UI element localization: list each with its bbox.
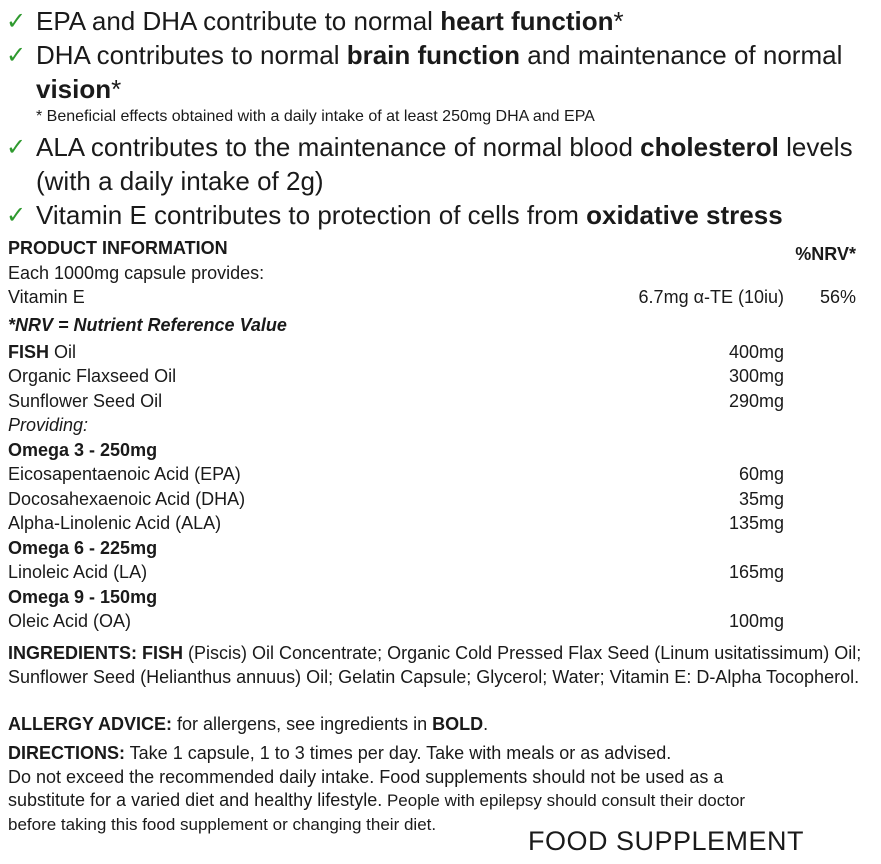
claim-brain [6,38,876,106]
fatty-acid-row: Alpha-Linolenic Acid (ALA) 135mg [8,513,784,533]
health-claims [6,4,876,232]
omega6-heading: Omega 6 - 225mg [8,537,158,558]
claim-bold: cholesterol [640,132,779,162]
nutrient-name: Vitamin E [8,287,85,307]
omega3-heading: Omega 3 - 250mg [8,439,158,460]
providing-label: Providing: [8,415,89,435]
oil-amount: 300mg [728,366,784,386]
nutrient-amount: 6.7mg α-TE (10iu) [638,287,784,307]
claim-cholesterol [6,130,876,198]
claim-text: and maintenance of normal [520,40,843,70]
claim-bold: heart function [440,6,614,36]
claim-text: levels (with a daily intake of 2g) [36,132,853,196]
claim-oxidative [6,198,876,232]
fatty-acid-row: Eicosapentaenoic Acid (EPA) 60mg [8,464,784,484]
oil-row: Sunflower Seed Oil 290mg [8,389,860,414]
claim-text: ALA contributes to the maintenance of normal blood [36,132,641,162]
nrv-header: %NRV* [795,244,856,264]
fatty-acid-row: Oleic Acid (OA) 100mg [8,611,784,631]
checkmark-icon: ✓ [6,133,27,161]
claim-heart [6,4,876,38]
capsule-line: Each 1000mg capsule provides: [8,262,265,283]
product-info-header [8,236,860,264]
allergy-advice: ALLERGY ADVICE: for allergens, see ingredients in BOLD. [8,714,489,734]
oil-row: Organic Flaxseed Oil 300mg [8,364,860,389]
claim-bold: vision [36,74,112,104]
claim-text: * [613,6,624,36]
fatty-acid-row: Linoleic Acid (LA) 165mg [8,562,784,582]
vitamin-e-row [8,285,860,310]
oil-amount: 290mg [728,390,784,411]
product-information-table [8,236,860,634]
claim-text: EPA and DHA contribute to normal [36,6,441,36]
claim-text: DHA contributes to normal [36,40,347,70]
claim-bold: brain function [346,40,521,70]
nutrient-nrv: 56% [819,287,856,307]
oil-amount: 400mg [728,341,784,362]
omega9-heading: Omega 9 - 150mg [8,586,158,607]
claim-text: Vitamin E contributes to protection of cells from [36,200,587,230]
claim-footnote: * Beneficial effects obtained with a daily intake of at least 250mg DHA and EPA [36,108,595,125]
food-supplement-label: FOOD SUPPLEMENT [528,826,805,856]
checkmark-icon: ✓ [6,7,27,35]
ingredients-paragraph: INGREDIENTS: FISH (Piscis) Oil Concentrate; Organic Cold Pressed Flax Seed (Linum usitatissimum) Oil; Sunflower Seed (Helianthus annuus) Oil; Gelatin Capsule; Glycerol; Water; Vitamin E: D-Alpha Tocopherol. [8,643,862,687]
oil-row: FISH Oil 400mg [8,340,860,365]
checkmark-icon: ✓ [6,201,27,229]
product-info-heading: PRODUCT INFORMATION [8,238,228,258]
checkmark-icon: ✓ [6,41,27,69]
claim-bold: oxidative stress [586,200,783,230]
nrv-note: *NRV = Nutrient Reference Value [8,314,287,335]
directions-paragraph: DIRECTIONS: Take 1 capsule, 1 to 3 times per day. Take with meals or as advised. Do not exceed the recommended daily intake. Food supplements should not be used as a substitute for a varied diet and healthy lifestyle. People with epilepsy should consult their doctor before taking this food supplement or changing their diet. [8,743,746,834]
fatty-acid-row: Docosahexaenoic Acid (DHA) 35mg [8,488,784,509]
claim-text: * [111,74,122,104]
